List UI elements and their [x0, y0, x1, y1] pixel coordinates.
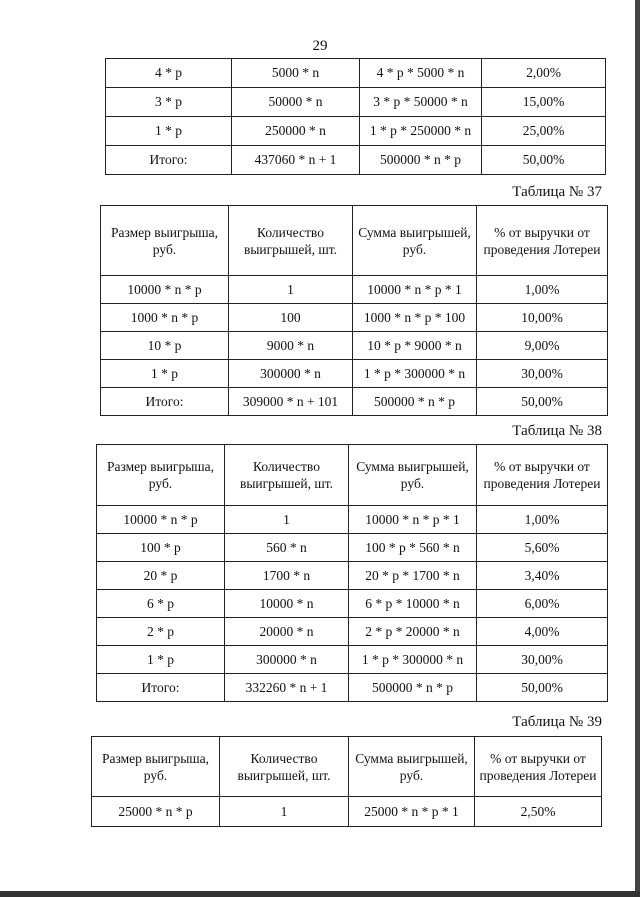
table-row — [97, 534, 608, 562]
cell-sum: 3 * p * 50000 * n — [360, 88, 482, 117]
table-row — [92, 797, 602, 827]
cell-count: 100 — [229, 304, 353, 332]
cell-prize: 10000 * n * p — [97, 506, 225, 534]
cell-sum: 20 * p * 1700 * n — [349, 562, 477, 590]
cell-total-label: Итого: — [97, 674, 225, 702]
cell-sum: 25000 * n * p * 1 — [349, 797, 475, 827]
cell-percent: 9,00% — [477, 332, 608, 360]
table-row-total — [101, 388, 608, 416]
table-row — [106, 117, 606, 146]
cell-prize: 10000 * n * p — [101, 276, 229, 304]
cell-sum: 2 * p * 20000 * n — [349, 618, 477, 646]
cell-count: 9000 * n — [229, 332, 353, 360]
cell-count: 250000 * n — [232, 117, 360, 146]
cell-prize: 6 * p — [97, 590, 225, 618]
cell-percent: 25,00% — [482, 117, 606, 146]
cell-count: 300000 * n — [225, 646, 349, 674]
cell-percent: 50,00% — [477, 388, 608, 416]
cell-prize: 25000 * n * p — [92, 797, 220, 827]
cell-percent: 3,40% — [477, 562, 608, 590]
cell-total-label: Итого: — [101, 388, 229, 416]
cell-sum: 1 * p * 300000 * n — [349, 646, 477, 674]
cell-percent: 10,00% — [477, 304, 608, 332]
cell-percent: 30,00% — [477, 646, 608, 674]
cell-percent: 5,60% — [477, 534, 608, 562]
scan-edge-shadow — [635, 0, 640, 897]
cell-count: 20000 * n — [225, 618, 349, 646]
header-prize-size: Размер выигрыша, руб. — [97, 445, 225, 506]
cell-sum: 1 * p * 250000 * n — [360, 117, 482, 146]
cell-sum: 4 * p * 5000 * n — [360, 59, 482, 88]
cell-percent: 1,00% — [477, 506, 608, 534]
header-prize-count: Количество выигрышей, шт. — [220, 737, 349, 797]
cell-count: 1 — [220, 797, 349, 827]
header-prize-sum: Сумма выигрышей, руб. — [349, 445, 477, 506]
cell-prize: 1 * p — [97, 646, 225, 674]
cell-count: 300000 * n — [229, 360, 353, 388]
table-row-total — [97, 674, 608, 702]
cell-prize: 3 * p — [106, 88, 232, 117]
cell-count: 1 — [225, 506, 349, 534]
cell-count: 437060 * n + 1 — [232, 146, 360, 175]
page-number: 29 — [312, 38, 328, 54]
cell-sum: 500000 * n * p — [360, 146, 482, 175]
cell-sum: 10000 * n * p * 1 — [353, 276, 477, 304]
cell-sum: 100 * p * 560 * n — [349, 534, 477, 562]
cell-prize: 10 * p — [101, 332, 229, 360]
cell-prize: 1 * p — [101, 360, 229, 388]
table-37-caption: Таблица № 37 — [512, 184, 602, 200]
header-prize-sum: Сумма выигрышей, руб. — [353, 206, 477, 276]
header-prize-sum: Сумма выигрышей, руб. — [349, 737, 475, 797]
cell-percent: 30,00% — [477, 360, 608, 388]
cell-prize: 1 * p — [106, 117, 232, 146]
cell-prize: 20 * p — [97, 562, 225, 590]
cell-count: 5000 * n — [232, 59, 360, 88]
table-row-total — [106, 146, 606, 175]
header-revenue-percent: % от выручки от проведения Лотереи — [477, 445, 608, 506]
cell-percent: 1,00% — [477, 276, 608, 304]
table-37 — [100, 205, 608, 416]
cell-count: 309000 * n + 101 — [229, 388, 353, 416]
cell-sum: 1000 * n * p * 100 — [353, 304, 477, 332]
table-row — [101, 332, 608, 360]
table-row — [101, 304, 608, 332]
cell-prize: 2 * p — [97, 618, 225, 646]
table-38-caption: Таблица № 38 — [512, 423, 602, 439]
table-row — [97, 506, 608, 534]
table-row — [97, 646, 608, 674]
cell-count: 560 * n — [225, 534, 349, 562]
table-38 — [96, 444, 608, 702]
header-prize-size: Размер выигрыша, руб. — [101, 206, 229, 276]
cell-count: 1 — [229, 276, 353, 304]
table-row — [106, 59, 606, 88]
table-row — [97, 590, 608, 618]
table-header-row — [92, 737, 602, 797]
table-39 — [91, 736, 602, 827]
cell-count: 1700 * n — [225, 562, 349, 590]
header-prize-count: Количество выигрышей, шт. — [229, 206, 353, 276]
header-prize-count: Количество выигрышей, шт. — [225, 445, 349, 506]
cell-count: 10000 * n — [225, 590, 349, 618]
cell-count: 50000 * n — [232, 88, 360, 117]
table-header-row — [97, 445, 608, 506]
cell-sum: 1 * p * 300000 * n — [353, 360, 477, 388]
cell-percent: 6,00% — [477, 590, 608, 618]
table-36 — [105, 58, 606, 175]
header-prize-size: Размер выигрыша, руб. — [92, 737, 220, 797]
cell-percent: 15,00% — [482, 88, 606, 117]
cell-sum: 500000 * n * p — [353, 388, 477, 416]
scan-bottom-shadow — [0, 891, 640, 897]
table-row — [97, 618, 608, 646]
cell-total-label: Итого: — [106, 146, 232, 175]
table-39-caption: Таблица № 39 — [512, 714, 602, 730]
table-row — [106, 88, 606, 117]
cell-sum: 6 * p * 10000 * n — [349, 590, 477, 618]
header-revenue-percent: % от выручки от проведения Лотереи — [475, 737, 602, 797]
header-revenue-percent: % от выручки от проведения Лотереи — [477, 206, 608, 276]
cell-percent: 50,00% — [482, 146, 606, 175]
cell-percent: 50,00% — [477, 674, 608, 702]
table-row — [101, 360, 608, 388]
cell-prize: 1000 * n * p — [101, 304, 229, 332]
cell-prize: 4 * p — [106, 59, 232, 88]
cell-count: 332260 * n + 1 — [225, 674, 349, 702]
cell-sum: 500000 * n * p — [349, 674, 477, 702]
table-row — [101, 276, 608, 304]
table-header-row — [101, 206, 608, 276]
cell-prize: 100 * p — [97, 534, 225, 562]
cell-percent: 2,00% — [482, 59, 606, 88]
cell-percent: 4,00% — [477, 618, 608, 646]
cell-sum: 10000 * n * p * 1 — [349, 506, 477, 534]
cell-percent: 2,50% — [475, 797, 602, 827]
cell-sum: 10 * p * 9000 * n — [353, 332, 477, 360]
table-row — [97, 562, 608, 590]
